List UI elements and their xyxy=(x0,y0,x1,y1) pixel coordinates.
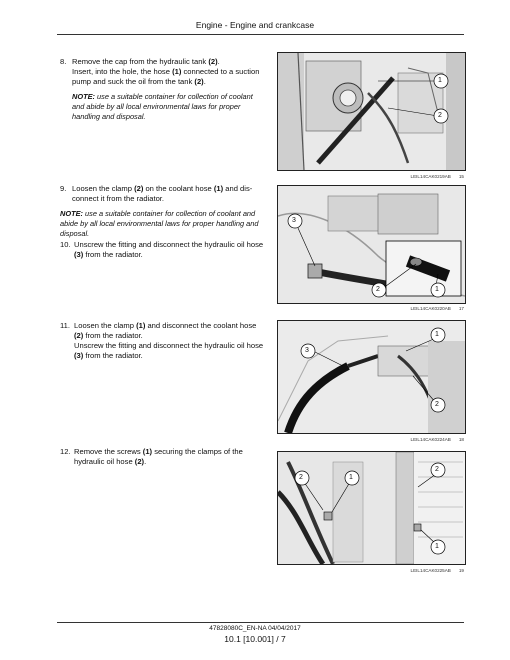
part-ref: (2) xyxy=(194,77,204,86)
callout-1: 1 xyxy=(435,286,439,293)
note-text: use a suitable container for collection of coolant and abide by all local environmental laws for proper handling and disposal. xyxy=(72,92,253,121)
step-text: Remove the cap from the hydraulic tank (2). xyxy=(72,57,220,66)
part-ref: (1) xyxy=(172,67,182,76)
part-ref: (2) xyxy=(208,57,218,66)
figure-caption xyxy=(277,306,464,311)
callout-2: 2 xyxy=(438,112,442,119)
callout-1: 1 xyxy=(435,543,439,550)
figure-caption xyxy=(277,568,464,573)
footer-page-number: 10.1 [10.001] / 7 xyxy=(224,634,286,644)
callout-3: 3 xyxy=(305,347,309,354)
part-ref: (3) xyxy=(74,351,84,360)
step-9 xyxy=(60,184,264,244)
step-text: Remove the screws (1) securing the clamps of the hydraulic oil hose (2). xyxy=(74,447,243,466)
figure-ref: LEIL14CAK0225AB xyxy=(410,568,451,573)
step-text: Loosen the clamp (1) and disconnect the coolant hose (2) from the radiator. xyxy=(74,321,257,340)
figure-number: 18 xyxy=(458,437,464,442)
callout-1: 1 xyxy=(438,77,442,84)
step-text: Unscrew the fitting and disconnect the hydraulic oil hose (3) from the radiator. xyxy=(74,240,264,259)
page-header: Engine - Engine and crankcase xyxy=(195,20,315,30)
callout-2: 2 xyxy=(435,466,439,473)
step-number: 12. xyxy=(60,447,71,456)
callout-1: 1 xyxy=(435,331,439,338)
step-number: 11. xyxy=(60,321,70,330)
step-text: Loosen the clamp (2) on the coolant hose (1) and dis-connect it from the radiator. xyxy=(72,184,253,203)
step-11 xyxy=(60,321,264,366)
step-number: 9. xyxy=(60,184,67,193)
note xyxy=(60,209,264,239)
figure-ref: LEIL14CAK0224AB xyxy=(410,437,451,442)
figure-number: 19 xyxy=(458,568,464,573)
footer-doc-id: 47828080C_EN-NA 04/04/2017 xyxy=(209,625,301,632)
step-number: 10. xyxy=(60,240,71,249)
note-label: NOTE: xyxy=(60,209,83,218)
photo-hydraulic-tank xyxy=(278,53,465,170)
step-8 xyxy=(60,57,264,127)
part-ref: (2) xyxy=(134,184,144,193)
note xyxy=(72,92,264,122)
part-ref: (1) xyxy=(136,321,146,330)
step-text: Unscrew the fitting and disconnect the hydraulic oil hose (3) from the radiator. xyxy=(74,341,264,360)
part-ref: (2) xyxy=(134,457,145,466)
note-label: NOTE: xyxy=(72,92,95,101)
step-12 xyxy=(60,447,264,472)
step-text: Insert, into the hole, the hose (1) connected to a suction pump and suck the oil from the tank (2). xyxy=(72,67,260,86)
callout-2: 2 xyxy=(299,474,303,481)
figure-caption xyxy=(277,437,464,442)
figure-hydraulic-hose xyxy=(277,320,466,434)
part-ref: (2) xyxy=(74,331,84,340)
callout-2: 2 xyxy=(435,401,439,408)
callout-3: 3 xyxy=(292,217,296,224)
figure-hose-clamps xyxy=(277,451,466,565)
part-ref: (1) xyxy=(142,447,153,456)
part-ref: (1) xyxy=(213,184,224,193)
figure-coolant-hose xyxy=(277,185,466,304)
footer-divider xyxy=(57,622,464,623)
header-divider xyxy=(57,34,464,35)
figure-number: 15 xyxy=(458,174,464,179)
figure-number: 17 xyxy=(458,306,464,311)
part-ref: (3) xyxy=(74,250,84,259)
figure-ref: LEIL14CAK0220AB xyxy=(410,306,451,311)
note-text: use a suitable container for collection of coolant and abide by all local environmental laws for proper handling and disposal. xyxy=(60,209,259,238)
figure-caption xyxy=(277,174,464,179)
step-10 xyxy=(60,240,264,265)
step-number: 8. xyxy=(60,57,67,66)
callout-2: 2 xyxy=(376,286,380,293)
figure-hydraulic-tank xyxy=(277,52,466,171)
figure-ref: LEIL14CAK0219AB xyxy=(410,174,451,179)
callout-1: 1 xyxy=(349,474,353,481)
